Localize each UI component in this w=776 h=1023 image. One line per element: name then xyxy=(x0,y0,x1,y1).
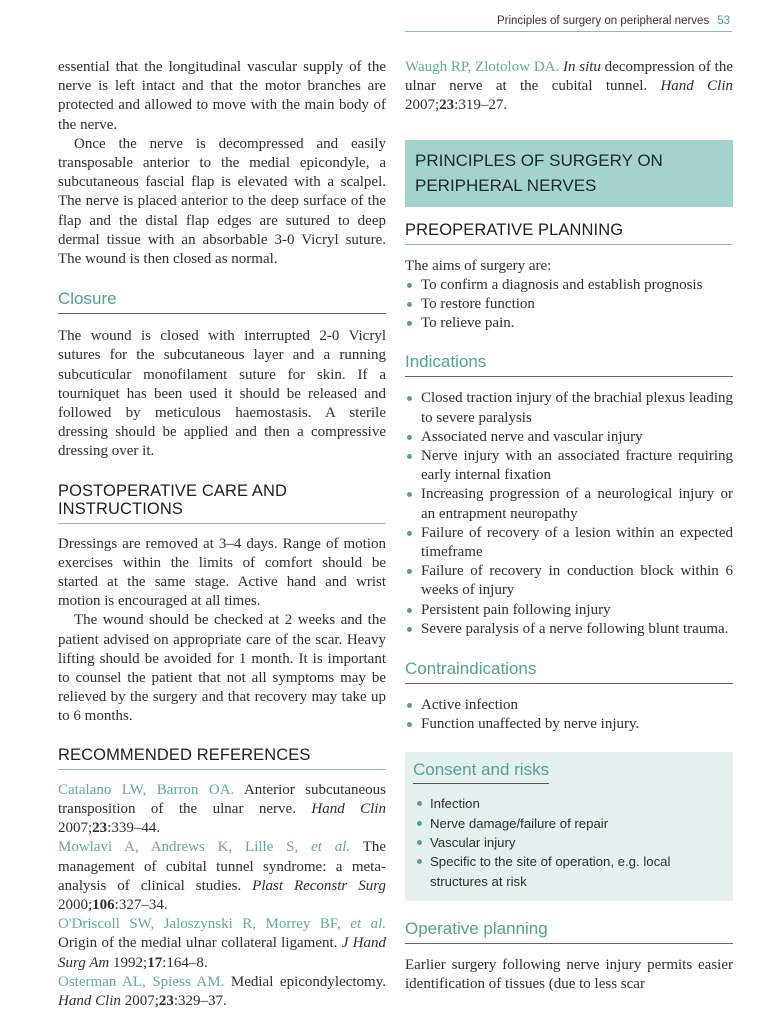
contraindications-heading: Contraindications xyxy=(405,659,733,684)
list-item: Function unaffected by nerve injury. xyxy=(405,715,733,734)
consent-heading: Consent and risks xyxy=(413,760,549,784)
indications-heading: Indications xyxy=(405,352,733,377)
list-item: Infection xyxy=(413,794,723,813)
postoperative-heading-line2: INSTRUCTIONS xyxy=(58,499,183,518)
reference-item: Mowlavi A, Andrews K, Lille S, et al. The management of cubital tunnel syndrome: a meta-analysis of clinical studies. Plast Reconstr Surg 2000;106:327–34. xyxy=(58,839,386,913)
intro-paragraph: essential that the longitudinal vascular supply of the nerve is left intact and that the motor branches are protected and allowed to move with the main body of the nerve. xyxy=(58,59,386,133)
indications-list xyxy=(405,389,733,639)
postoperative-heading-line1: POSTOPERATIVE CARE AND xyxy=(58,481,287,500)
list-item: Associated nerve and vascular injury xyxy=(405,428,733,447)
reference-authors: O'Driscoll SW, Jaloszynski R, Morrey BF, xyxy=(58,916,351,933)
list-item: Failure of recovery of a lesion within an expected timeframe xyxy=(405,524,733,562)
reference-authors: Waugh RP, Zlotolow DA. xyxy=(405,59,560,75)
reference-authors: Mowlavi A, Andrews K, Lille S, xyxy=(58,839,312,856)
reference-item: Osterman AL, Spiess AM. Medial epicondylectomy. Hand Clin 2007;23:329–37. xyxy=(58,973,386,1009)
page-number: 53 xyxy=(717,15,730,27)
consent-risks-box xyxy=(405,752,733,900)
chapter-heading-line2: PERIPHERAL NERVES xyxy=(415,175,597,195)
reference-authors: Catalano LW, Barron OA. xyxy=(58,781,235,798)
list-item: Closed traction injury of the brachial plexus leading to severe paralysis xyxy=(405,389,733,427)
list-item: Failure of recovery in conduction block within 6 weeks of injury xyxy=(405,562,733,600)
list-item: To confirm a diagnosis and establish prognosis xyxy=(405,276,733,295)
preoperative-heading: PREOPERATIVE PLANNING xyxy=(405,221,733,245)
flap-paragraph: Once the nerve is decompressed and easily transposable anterior to the medial epicondyle, a subcutaneous fascial flap is elevated with a scalpel. The nerve is placed anterior to the deep surface of the flap and the distal flap edges are sutured to deep dermal tissue with an absorbable 3-0 Vicryl suture. The wound is then closed as normal. xyxy=(58,135,386,268)
running-head xyxy=(405,10,732,32)
running-head-title: Principles of surgery on peripheral nerves xyxy=(496,15,710,27)
chapter-heading-line1: PRINCIPLES OF SURGERY ON xyxy=(415,150,663,170)
references-heading: RECOMMENDED REFERENCES xyxy=(58,746,386,770)
postoperative-heading xyxy=(58,482,386,524)
list-item: Specific to the site of operation, e.g. local structures at risk xyxy=(413,852,723,891)
postoperative-paragraph-1: Dressings are removed at 3–4 days. Range of motion exercises within the limits of comfort should be started at the same stage. Active hand and wrist motion is encouraged at all times. xyxy=(58,535,386,610)
list-item: Persistent pain following injury xyxy=(405,601,733,620)
list-item: Severe paralysis of a nerve following blunt trauma. xyxy=(405,620,733,639)
chapter-heading-box xyxy=(405,140,733,207)
list-item: Active infection xyxy=(405,696,733,715)
list-item: To relieve pain. xyxy=(405,314,733,333)
aims-intro: The aims of surgery are: xyxy=(405,257,552,274)
contraindications-list xyxy=(405,696,733,734)
reference-item: Catalano LW, Barron OA. Anterior subcutaneous transposition of the ulnar nerve. Hand Clin 2007;23:339–44. xyxy=(58,781,386,837)
reference-item: O'Driscoll SW, Jaloszynski R, Morrey BF, et al. Origin of the medial ulnar collateral ligament. J Hand Surg Am 1992;17:164–8. xyxy=(58,916,386,971)
list-item: To restore function xyxy=(405,295,733,314)
aims-list xyxy=(405,276,733,334)
left-column xyxy=(58,58,386,1011)
list-item: Nerve injury with an associated fracture requiring early internal fixation xyxy=(405,447,733,485)
risks-list xyxy=(413,794,723,890)
operative-planning-paragraph: Earlier surgery following nerve injury permits easier identification of tissues (due to less scar xyxy=(405,956,733,993)
closure-heading: Closure xyxy=(58,289,386,314)
reference-authors: Osterman AL, Spiess AM. xyxy=(58,973,225,990)
continued-reference: Waugh RP, Zlotolow DA. In situ decompression of the ulnar nerve at the cubital tunnel. Hand Clin 2007;23:319–27. xyxy=(405,59,733,114)
right-column xyxy=(405,58,733,994)
closure-paragraph: The wound is closed with interrupted 2-0 Vicryl sutures for the subcutaneous layer and a running subcuticular monofilament suture for skin. If a tourniquet has been used it should be released and followed by meticulous haemostasis. A sterile dressing should be applied and then a compressive dressing over it. xyxy=(58,328,386,460)
postoperative-paragraph-2: The wound should be checked at 2 weeks and the patient advised on appropriate care of the scar. Heavy lifting should be avoided for 1 month. It is important to counsel the patient that not all symptoms may be relieved by the surgery and that recovery may take up to 6 months. xyxy=(58,612,386,725)
operative-planning-heading: Operative planning xyxy=(405,919,733,944)
list-item: Vascular injury xyxy=(413,833,723,852)
list-item: Increasing progression of a neurological injury or an entrapment neuropathy xyxy=(405,485,733,523)
list-item: Nerve damage/failure of repair xyxy=(413,814,723,833)
